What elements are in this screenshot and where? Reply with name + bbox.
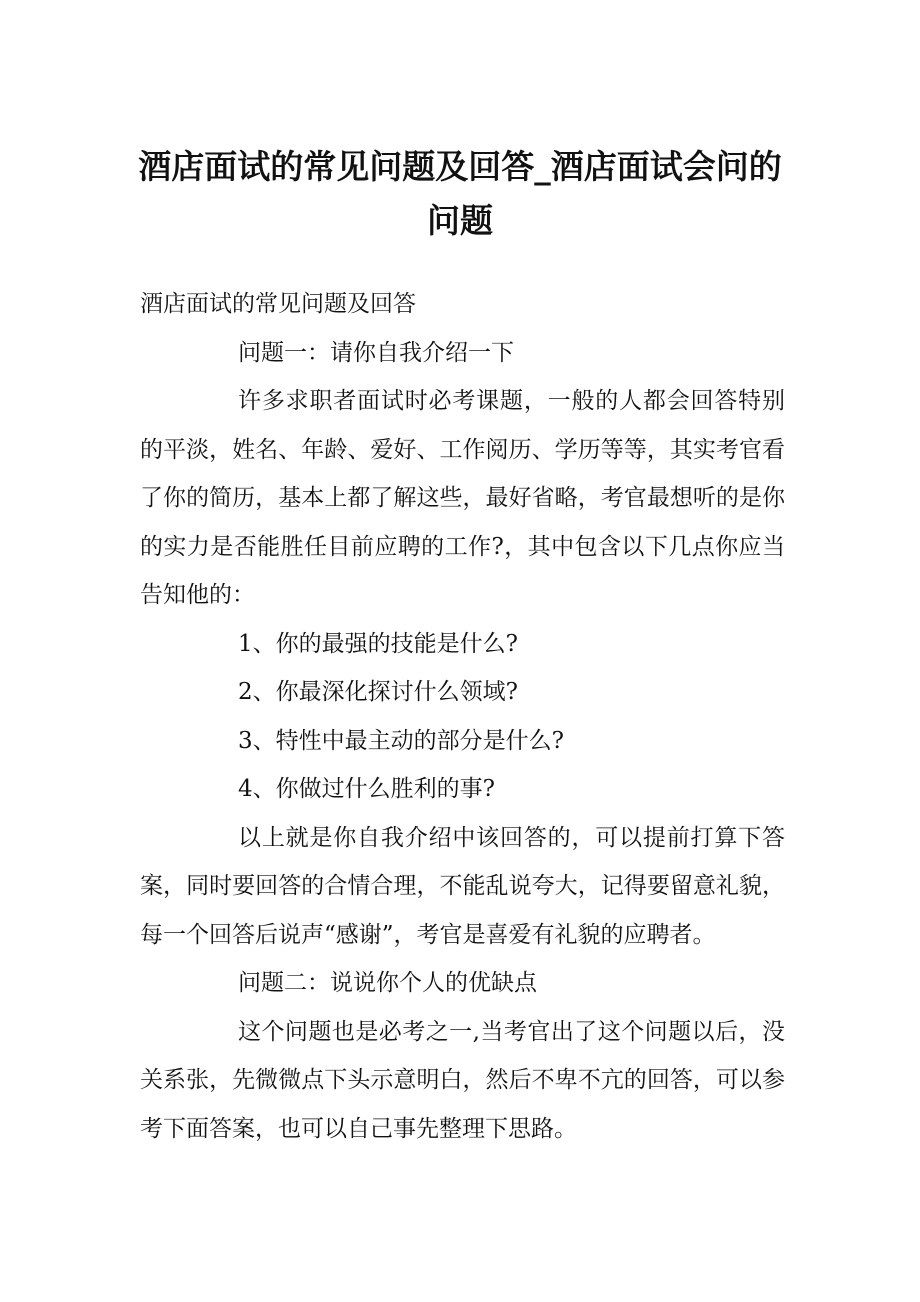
list-item: 3、特性中最主动的部分是什么?	[238, 727, 564, 754]
question-heading: 问题一：请你自我介绍一下	[238, 339, 514, 366]
document-body	[140, 280, 785, 1153]
paragraph: 这个问题也是必考之一,当考官出了这个问题以后，没关系张，先微微点下头示意明白，然后不卑不亢的回答，可以参考下面答案，也可以自己事先整理下思路。	[140, 1018, 785, 1142]
question-heading: 问题二：说说你个人的优缺点	[238, 970, 537, 996]
section-heading: 酒店面试的常见问题及回答	[140, 291, 416, 317]
list-item: 2、你最深化探讨什么领域?	[238, 679, 518, 705]
paragraph: 许多求职者面试时必考课题，一般的人都会回答特别的平淡，姓名、年龄、爱好、工作阅历、学历等等，其实考官看了你的简历，基本上都了解这些，最好省略，考官最想听的是你的实力是否能胜任目前应聘的工作?，其中包含以下几点你应当告知他的：	[140, 388, 785, 608]
paragraph: 以上就是你自我介绍中该回答的，可以提前打算下答案，同时要回答的合情合理，不能乱说夸大，记得要留意礼貌，每一个回答后说声“感谢”，考官是喜爱有礼貌的应聘者。	[140, 824, 785, 948]
list-item: 4、你做过什么胜利的事?	[238, 776, 495, 802]
document-title: 酒店面试的常见问题及回答_酒店面试会问的问题	[138, 147, 782, 240]
list-item: 1、你的最强的技能是什么?	[238, 630, 518, 657]
